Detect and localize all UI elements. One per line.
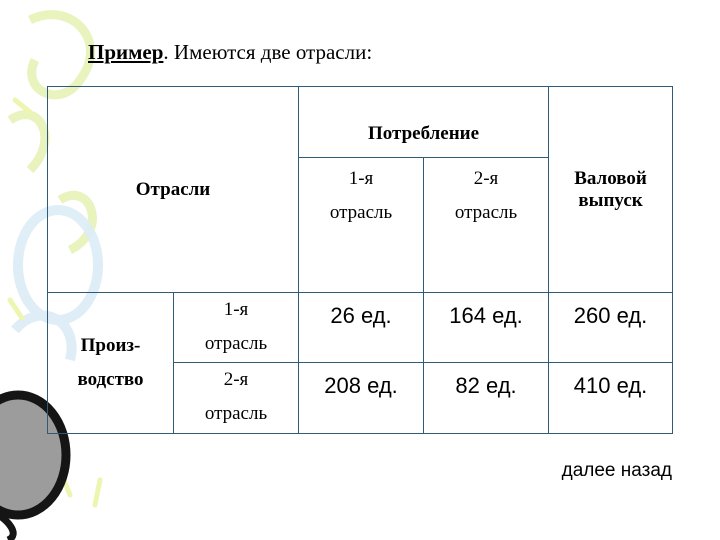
row-label-industry-1: 1-я отрасль: [174, 293, 299, 363]
back-link[interactable]: назад: [620, 460, 672, 481]
cell-value: 82 ед.: [424, 363, 549, 434]
cell-value: 208 ед.: [299, 363, 424, 434]
heading-lead: Пример: [88, 40, 164, 64]
header-industry-2: 2-я отрасль: [424, 158, 549, 293]
cell-value: 164 ед.: [424, 293, 549, 363]
table-row: [48, 293, 673, 363]
header-industries: Отрасли: [48, 87, 299, 293]
header-industry-1: 1-я отрасль: [299, 158, 424, 293]
cell-gross-value: 260 ед.: [549, 293, 673, 363]
slide-navigation: [562, 460, 672, 482]
next-link[interactable]: далее: [561, 460, 616, 481]
row-label-industry-2: 2-я отрасль: [174, 363, 299, 434]
input-output-table: [47, 86, 673, 434]
heading-text: . Имеются две отрасли:: [163, 40, 373, 64]
cell-value: 26 ед.: [299, 293, 424, 363]
header-gross-output: Валовой выпуск: [549, 87, 673, 293]
row-header-production: Произ- водство: [48, 293, 174, 434]
header-consumption: Потребление: [299, 87, 549, 158]
cell-gross-value: 410 ед.: [549, 363, 673, 434]
example-heading: [88, 40, 372, 64]
